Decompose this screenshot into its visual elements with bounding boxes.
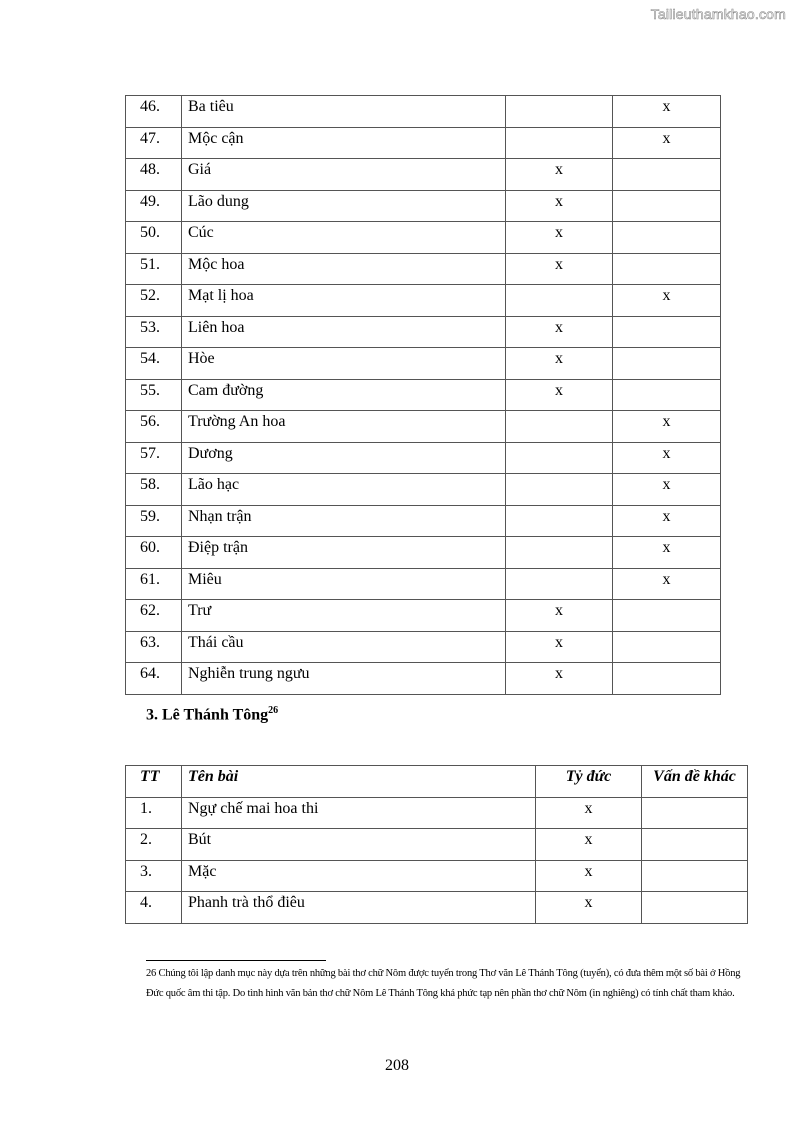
poem-title: Trư (182, 600, 506, 632)
poem-title: Lão dung (182, 190, 506, 222)
mark-col4: x (613, 442, 721, 474)
mark-col4 (613, 222, 721, 254)
row-number: 4. (126, 892, 182, 924)
mark-col3 (506, 127, 613, 159)
mark-col3: x (506, 222, 613, 254)
table-row (126, 159, 721, 191)
header-tt: TT (126, 766, 182, 798)
poem-title: Giá (182, 159, 506, 191)
footnote: 26 Chúng tôi lập danh mục này dựa trên những bài thơ chữ Nôm được tuyển trong Thơ văn Lê Thánh Tông (tuyển), có đưa thêm một số bài ở Hồng Đức quốc âm thi tập. Do tình hình văn bản thơ chữ Nôm Lê Thánh Tông khá phức tạp nên phần thơ chữ Nôm (in nghiêng) có tính chất tham khảo. (146, 968, 741, 999)
poem-title: Ba tiêu (182, 96, 506, 128)
table-row (126, 663, 721, 695)
poem-title: Trường An hoa (182, 411, 506, 443)
mark-col4: x (613, 285, 721, 317)
mark-col3: x (506, 631, 613, 663)
row-number: 60. (126, 537, 182, 569)
page-number: 208 (385, 1057, 409, 1074)
mark-col4: x (613, 568, 721, 600)
row-number: 46. (126, 96, 182, 128)
row-number: 49. (126, 190, 182, 222)
row-number: 56. (126, 411, 182, 443)
watermark: Tailieuthamkhao.com (650, 6, 786, 22)
mark-col3: x (536, 892, 642, 924)
table-row (126, 411, 721, 443)
table-row (126, 797, 748, 829)
mark-col4: x (613, 411, 721, 443)
row-number: 62. (126, 600, 182, 632)
mark-col4: x (613, 127, 721, 159)
mark-col4 (642, 797, 748, 829)
row-number: 63. (126, 631, 182, 663)
mark-col3: x (536, 860, 642, 892)
mark-col3: x (506, 348, 613, 380)
mark-col4 (613, 663, 721, 695)
table-row (126, 379, 721, 411)
table-row (126, 442, 721, 474)
table-row (126, 222, 721, 254)
poem-title: Dương (182, 442, 506, 474)
table-row (126, 600, 721, 632)
mark-col3 (506, 568, 613, 600)
mark-col4: x (613, 537, 721, 569)
table-row (126, 829, 748, 861)
poem-title: Cam đường (182, 379, 506, 411)
mark-col3 (506, 474, 613, 506)
poem-title: Điệp trận (182, 537, 506, 569)
mark-col3: x (536, 797, 642, 829)
poem-title: Bút (182, 829, 536, 861)
row-number: 1. (126, 797, 182, 829)
row-number: 52. (126, 285, 182, 317)
mark-col3 (506, 442, 613, 474)
poem-title: Hòe (182, 348, 506, 380)
mark-col3 (506, 96, 613, 128)
header-other: Vấn đề khác (642, 766, 748, 798)
row-number: 58. (126, 474, 182, 506)
poem-title: Mạt lị hoa (182, 285, 506, 317)
poem-title: Mộc cận (182, 127, 506, 159)
mark-col3: x (506, 190, 613, 222)
poem-title: Nghiễn trung ngưu (182, 663, 506, 695)
footnote-ref[interactable]: 26 (268, 705, 279, 716)
table-row (126, 348, 721, 380)
mark-col4: x (613, 505, 721, 537)
header-title: Tên bài (182, 766, 536, 798)
mark-col4 (642, 892, 748, 924)
table-row (126, 96, 721, 128)
mark-col3: x (506, 253, 613, 285)
footnote-separator (146, 960, 326, 961)
table-row (126, 505, 721, 537)
poem-title: Lão hạc (182, 474, 506, 506)
table-row (126, 127, 721, 159)
table-row (126, 285, 721, 317)
table-row (126, 860, 748, 892)
mark-col3: x (506, 379, 613, 411)
mark-col3 (506, 505, 613, 537)
table-row (126, 537, 721, 569)
mark-col3 (506, 411, 613, 443)
mark-col4 (613, 190, 721, 222)
table-row (126, 474, 721, 506)
mark-col4 (642, 860, 748, 892)
mark-col4 (642, 829, 748, 861)
row-number: 54. (126, 348, 182, 380)
row-number: 48. (126, 159, 182, 191)
poem-title: Nhạn trận (182, 505, 506, 537)
row-number: 64. (126, 663, 182, 695)
mark-col3 (506, 537, 613, 569)
row-number: 2. (126, 829, 182, 861)
poem-title: Mặc (182, 860, 536, 892)
row-number: 53. (126, 316, 182, 348)
poem-title: Liên hoa (182, 316, 506, 348)
row-number: 3. (126, 860, 182, 892)
table-row (126, 253, 721, 285)
header-ty-duc: Tỷ đức (536, 766, 642, 798)
poem-title: Cúc (182, 222, 506, 254)
table-row (126, 190, 721, 222)
table-row (126, 568, 721, 600)
poem-title: Thái cầu (182, 631, 506, 663)
mark-col4: x (613, 96, 721, 128)
poem-table-continued (125, 95, 721, 695)
mark-col3: x (506, 663, 613, 695)
mark-col4 (613, 253, 721, 285)
mark-col4 (613, 316, 721, 348)
row-number: 47. (126, 127, 182, 159)
table-row (126, 631, 721, 663)
mark-col3: x (536, 829, 642, 861)
mark-col4 (613, 159, 721, 191)
mark-col3 (506, 285, 613, 317)
section-title: 3. Lê Thánh Tông (146, 706, 269, 724)
section-heading (146, 705, 278, 724)
mark-col4 (613, 379, 721, 411)
poem-title: Miêu (182, 568, 506, 600)
table-row (126, 892, 748, 924)
row-number: 55. (126, 379, 182, 411)
row-number: 50. (126, 222, 182, 254)
row-number: 59. (126, 505, 182, 537)
poem-title: Ngự chế mai hoa thi (182, 797, 536, 829)
mark-col3: x (506, 600, 613, 632)
row-number: 61. (126, 568, 182, 600)
poem-title: Mộc hoa (182, 253, 506, 285)
table-header-row (126, 766, 748, 798)
mark-col3: x (506, 159, 613, 191)
mark-col4 (613, 631, 721, 663)
le-thanh-tong-table (125, 765, 748, 924)
mark-col4: x (613, 474, 721, 506)
mark-col4 (613, 600, 721, 632)
poem-title: Phanh trà thổ điêu (182, 892, 536, 924)
mark-col3: x (506, 316, 613, 348)
row-number: 57. (126, 442, 182, 474)
mark-col4 (613, 348, 721, 380)
row-number: 51. (126, 253, 182, 285)
table-row (126, 316, 721, 348)
